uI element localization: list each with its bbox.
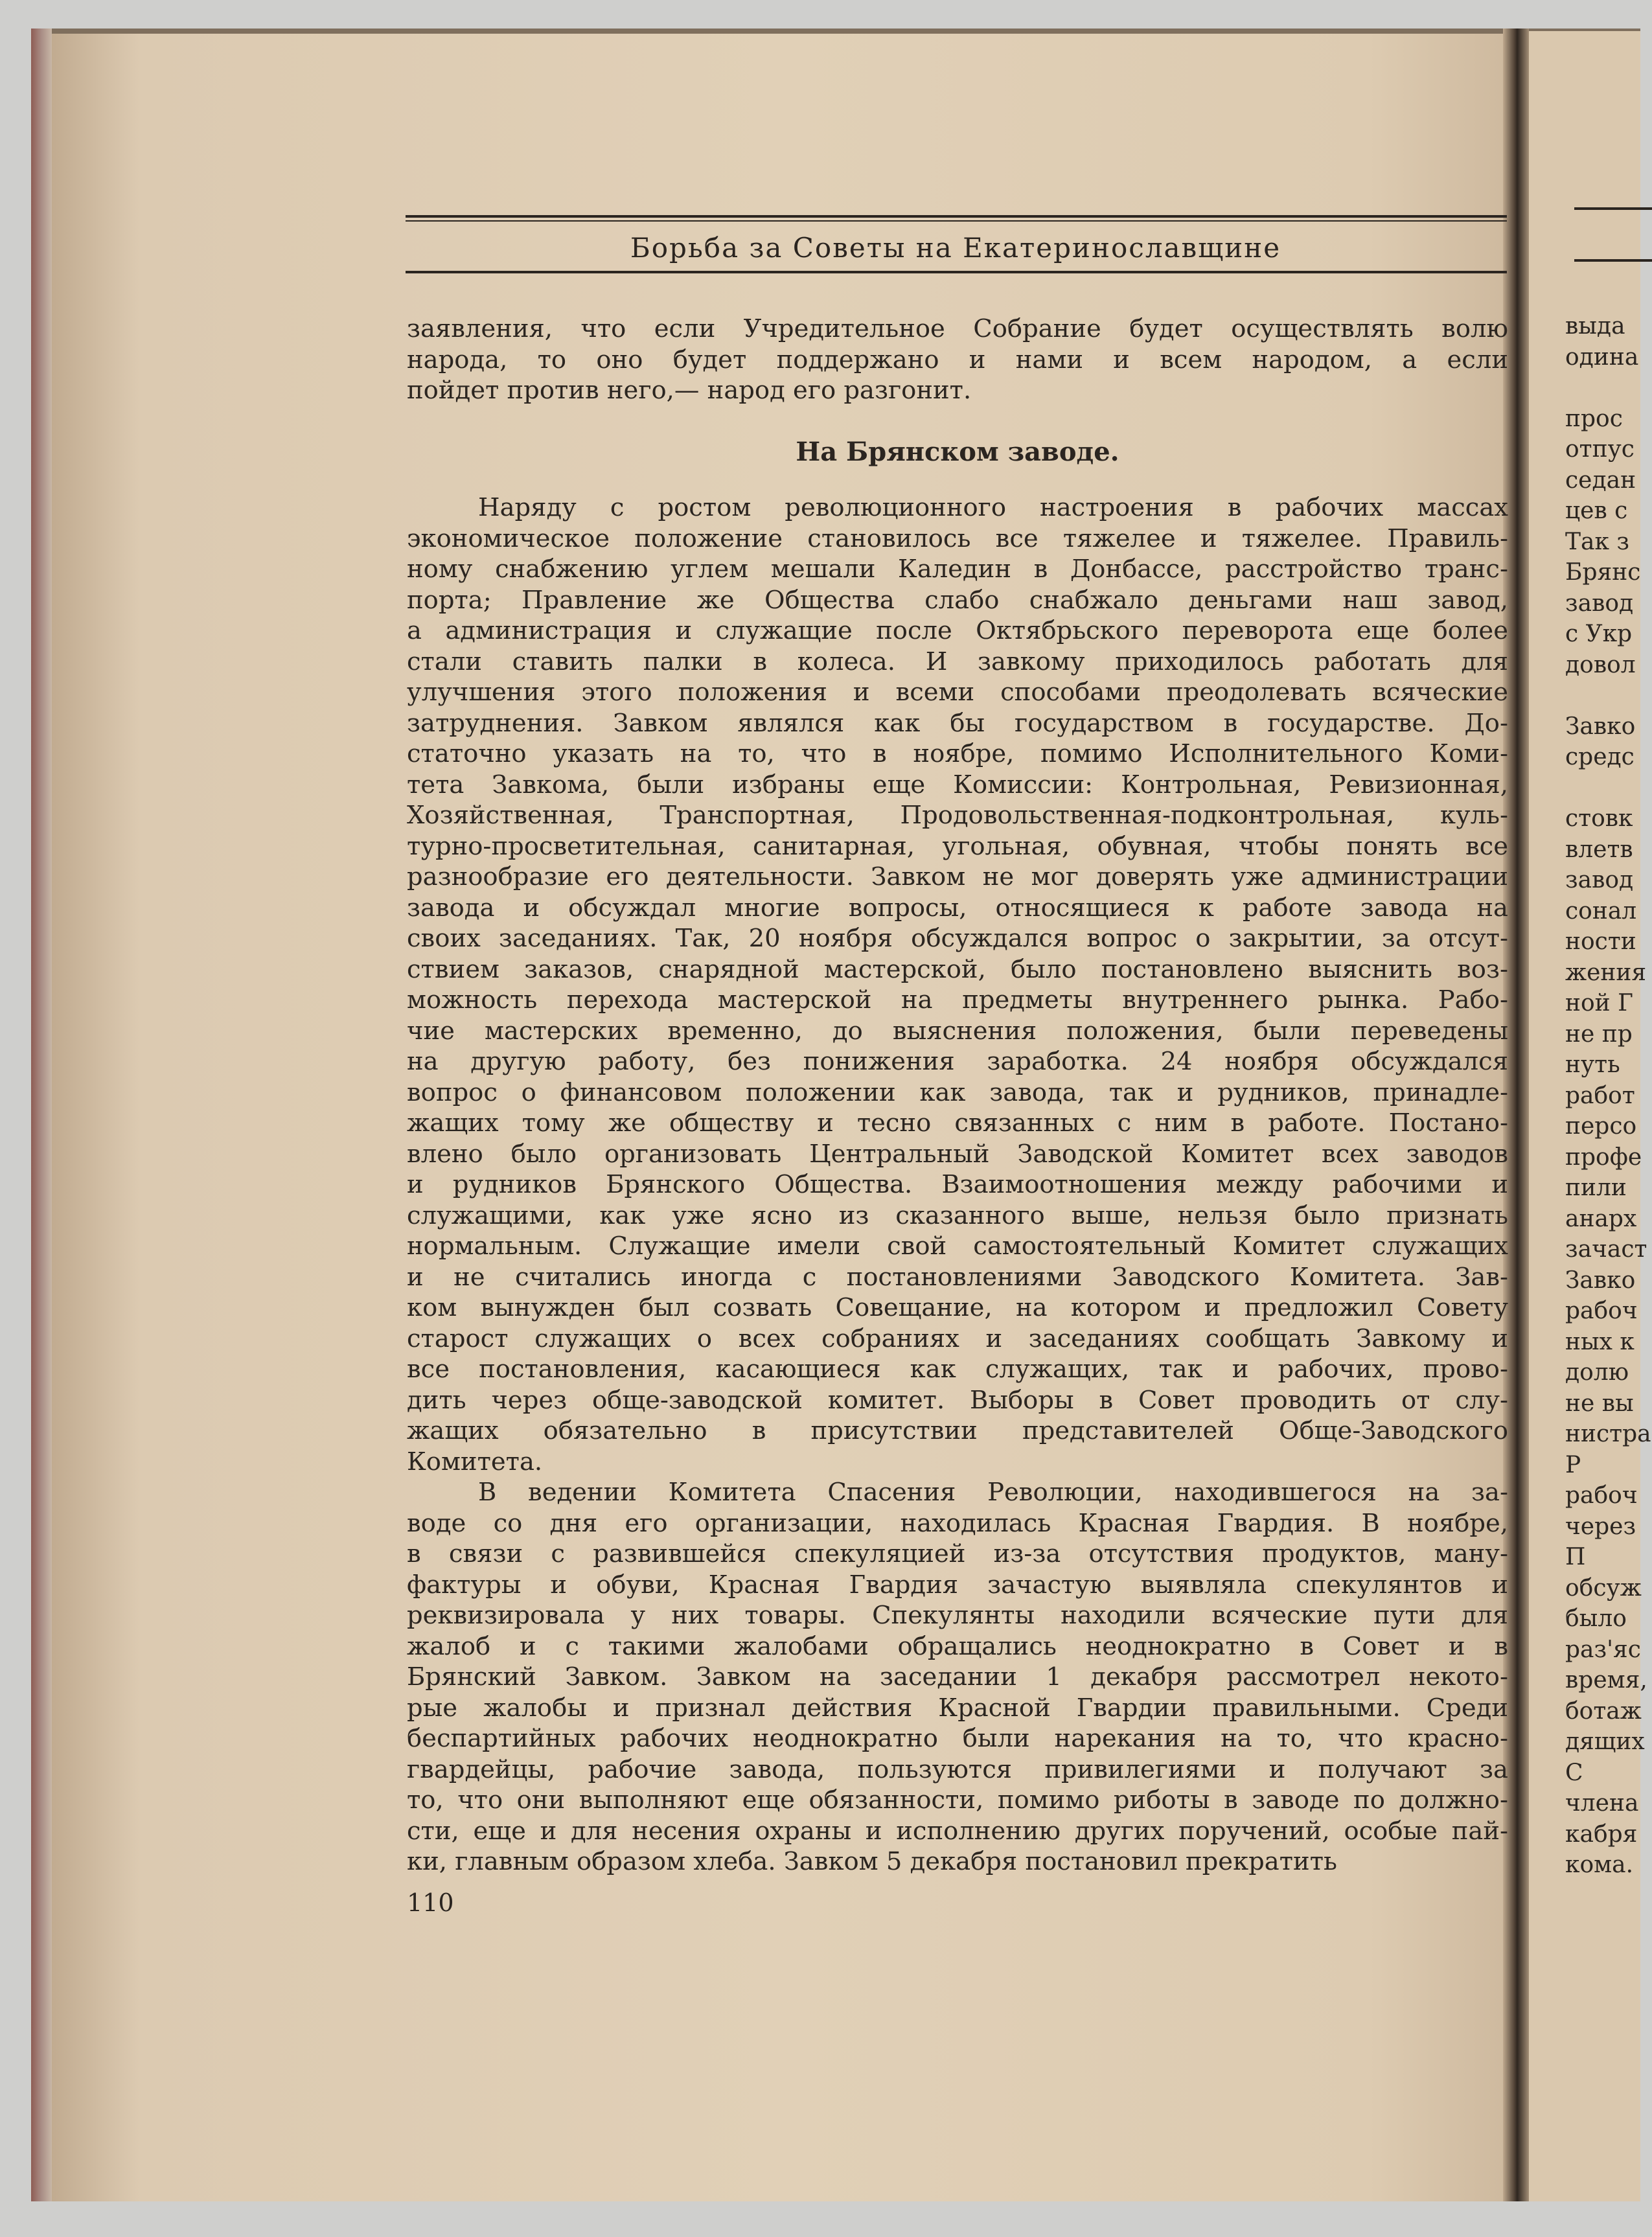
text-line: влено было организовать Центральный Заводской Комитет всех заводов (407, 1139, 1508, 1169)
text-line: и не считались иногда с постановлениями Заводского Комитета. Зав- (407, 1262, 1508, 1292)
right-page-fragment: одина (1565, 343, 1639, 371)
body-text (407, 492, 1508, 1877)
text-line: а администрация и служащие после Октябрьского переворота еще более (407, 616, 1508, 645)
text-line: старост служащих о всех собраниях и заседаниях сообщать Завкому и (407, 1324, 1508, 1353)
right-page-fragment: кабря (1565, 1820, 1638, 1848)
text-line: тета Завкома, были избраны еще Комиссии: Контрольная, Ревизионная, (407, 770, 1508, 799)
text-line: стали ставить палки в колеса. И завкому приходилось работать для (407, 647, 1508, 676)
right-page-fragment: Р (1565, 1451, 1581, 1478)
right-page-fragment: время, (1565, 1667, 1647, 1693)
right-page-fragment: пили (1565, 1175, 1627, 1201)
right-page-fragment: было (1565, 1605, 1627, 1632)
right-page-fragment: прос (1565, 405, 1623, 432)
text-line: ствием заказов, снарядной мастерской, было постановлено выяснить воз- (407, 954, 1508, 984)
text-line: то, что они выполняют еще обязанности, помимо риботы в заводе по должно- (407, 1785, 1508, 1815)
right-page-fragment: стовк (1565, 805, 1633, 832)
text-line: беспартийных рабочих неоднократно были нарекания на то, что красно- (407, 1724, 1508, 1753)
text-line: Наряду с ростом революционного настроения в рабочих массах (478, 493, 1508, 522)
text-line: ки, главным образом хлеба. Завком 5 декабря постановил прекратить (407, 1847, 1337, 1876)
text-line: заявления, что если Учредительное Собрание будет осуществлять волю (407, 314, 1508, 343)
right-page-fragment: седан (1565, 466, 1636, 494)
right-page-fragment: не пр (1565, 1020, 1633, 1048)
text-line: на другую работу, без понижения заработка. 24 ноября обсуждался (407, 1047, 1508, 1076)
text-line: Брянский Завком. Завком на заседании 1 декабря рассмотрел некото- (407, 1662, 1508, 1692)
text-line: турно-просветительная, санитарная, угольная, обувная, чтобы понять все (407, 831, 1508, 861)
text-line: рые жалобы и признал действия Красной Гвардии правильными. Среди (407, 1693, 1508, 1723)
page-number: 110 (407, 1888, 454, 1917)
right-page-fragment: нуть (1565, 1051, 1620, 1078)
right-page-fragment: кома. (1565, 1852, 1634, 1878)
text-line: В ведении Комитета Спасения Революции, находившегося на за- (478, 1478, 1508, 1507)
right-page-fragment: с Укр (1565, 621, 1633, 647)
text-line: сти, еще и для несения охраны и исполнению других поручений, особые пай- (407, 1816, 1508, 1846)
text-line: Хозяйственная, Транспортная, Продовольственная-подконтрольная, куль- (407, 801, 1508, 830)
right-page-fragment: ных к (1565, 1328, 1635, 1355)
right-page-fragment: завод (1565, 590, 1634, 617)
text-line: все постановления, касающиеся как служащих, так и рабочих, прово- (407, 1355, 1508, 1384)
right-page-fragment: рабоч (1565, 1298, 1638, 1324)
right-page-fragment: Так з (1565, 528, 1630, 555)
text-line: гвардейцы, рабочие завода, пользуются привилегиями и получают за (407, 1754, 1508, 1784)
text-line: нормальным. Служащие имели свой самостоятельный Комитет служащих (407, 1232, 1508, 1261)
text-line: воде со дня его организации, находилась Красная Гвардия. В ноябре, (407, 1508, 1508, 1538)
header-rule-bottom (406, 271, 1507, 273)
text-line: Комитета. (407, 1447, 543, 1476)
text-line: в связи с развившейся спекуляцией из-за отсутствия продуктов, ману- (407, 1539, 1508, 1568)
right-page-fragment: работ (1565, 1082, 1635, 1109)
right-page-fragment: Брянс (1565, 559, 1641, 586)
text-line: экономическое положение становилось все тяжелее и тяжелее. Правиль- (407, 523, 1508, 553)
right-page-fragment: влетв (1565, 836, 1633, 863)
header-rule-top (406, 215, 1507, 218)
right-page-fragment: ности (1565, 928, 1636, 955)
right-page-fragment: долю (1565, 1359, 1629, 1386)
right-page-fragment: через (1565, 1513, 1636, 1540)
right-page-fragment: средс (1565, 744, 1635, 770)
right-page-fragment: не вы (1565, 1390, 1634, 1417)
right-page-fragment: сонал (1565, 897, 1637, 924)
text-line: завода и обсуждал многие вопросы, относящиеся к работе завода на (407, 893, 1508, 923)
text-line: ному снабжению углем мешали Каледин в Донбассе, расстройство транс- (407, 555, 1508, 584)
right-page-fragment: ной Г (1565, 990, 1633, 1016)
book-edge (31, 29, 52, 2201)
right-page-fragment: рабоч (1565, 1482, 1638, 1509)
right-page-fragment: нистра (1565, 1421, 1651, 1447)
right-page (1529, 31, 1651, 2201)
text-line: ком вынужден был созвать Совещание, на котором и предложил Совету (407, 1293, 1508, 1322)
section-title: На Брянском заводе. (796, 437, 1119, 467)
header-rule-top-thin (406, 220, 1507, 222)
text-line: реквизировала у них товары. Спекулянты находили всяческие пути для (407, 1601, 1508, 1630)
text-line: затруднения. Завком являлся как бы государством в государстве. До- (407, 708, 1508, 738)
text-line: служащими, как уже ясно из сказанного выше, нельзя было признать (407, 1200, 1508, 1230)
text-line: улучшения этого положения и всеми способами преодолевать всяческие (407, 678, 1508, 707)
right-page-fragment: выда (1565, 313, 1625, 339)
right-page-fragment: анарх (1565, 1205, 1637, 1232)
text-line: жащих тому же обществу и тесно связанных с ним в работе. Постано- (407, 1108, 1508, 1138)
right-page-fragment: Завко (1565, 1267, 1636, 1294)
text-line: можность перехода мастерской на предметы внутреннего рынка. Рабо- (407, 985, 1508, 1015)
right-page-fragment: раз'яс (1565, 1636, 1641, 1663)
right-page-fragment: зачаст (1565, 1236, 1647, 1263)
text-line: дить через обще-заводской комитет. Выборы в Совет проводить от слу- (407, 1385, 1508, 1415)
right-page-fragment: персо (1565, 1113, 1637, 1140)
right-page-fragment: обсуж (1565, 1574, 1642, 1601)
text-line: разнообразие его деятельности. Завком не мог доверять уже администрации (407, 862, 1508, 891)
right-page-fragment: С (1565, 1759, 1583, 1786)
text-line: пойдет против него,— народ его разгонит. (407, 376, 972, 405)
right-page-fragment: довол (1565, 651, 1636, 678)
right-page-fragment: П (1565, 1544, 1586, 1570)
intro-text (407, 314, 1508, 406)
text-line: порта; Правление же Общества слабо снабжало деньгами наш завод, (407, 585, 1508, 615)
text-line: статочно указать на то, что в ноябре, помимо Исполнительного Коми- (407, 739, 1508, 768)
text-line: фактуры и обуви, Красная Гвардия зачастую выявляла спекулянтов и (407, 1570, 1508, 1600)
text-line: жалоб и с такими жалобами обращались неоднократно в Совет и в (407, 1631, 1508, 1661)
right-page-fragment: цев с (1565, 498, 1628, 524)
right-page-fragment: дящих (1565, 1728, 1645, 1755)
text-line: чие мастерских временно, до выяснения положения, были переведены (407, 1016, 1508, 1046)
right-page-fragment: члена (1565, 1790, 1639, 1817)
right-page-fragment: ботаж (1565, 1697, 1642, 1725)
right-page-fragment: профе (1565, 1143, 1642, 1171)
right-page-fragment: завод (1565, 867, 1634, 893)
running-header: Борьба за Советы на Екатеринославщине (630, 231, 1281, 264)
right-page-fragment: отпус (1565, 436, 1635, 463)
right-page-rule (1574, 207, 1652, 210)
right-page-rule (1574, 259, 1652, 262)
text-line: и рудников Брянского Общества. Взаимоотношения между рабочими и (407, 1170, 1508, 1199)
right-page-fragment: жения (1565, 959, 1647, 986)
text-line: народа, то оно будет поддержано и нами и всем народом, а если (407, 345, 1508, 374)
right-page-fragment: Завко (1565, 713, 1636, 740)
text-line: вопрос о финансовом положении как завода, так и рудников, принадле- (407, 1077, 1508, 1107)
text-line: жащих обязательно в присутствии представителей Обще-Заводского (407, 1416, 1508, 1445)
text-line: своих заседаниях. Так, 20 ноября обсуждался вопрос о закрытии, за отсут- (407, 924, 1508, 953)
